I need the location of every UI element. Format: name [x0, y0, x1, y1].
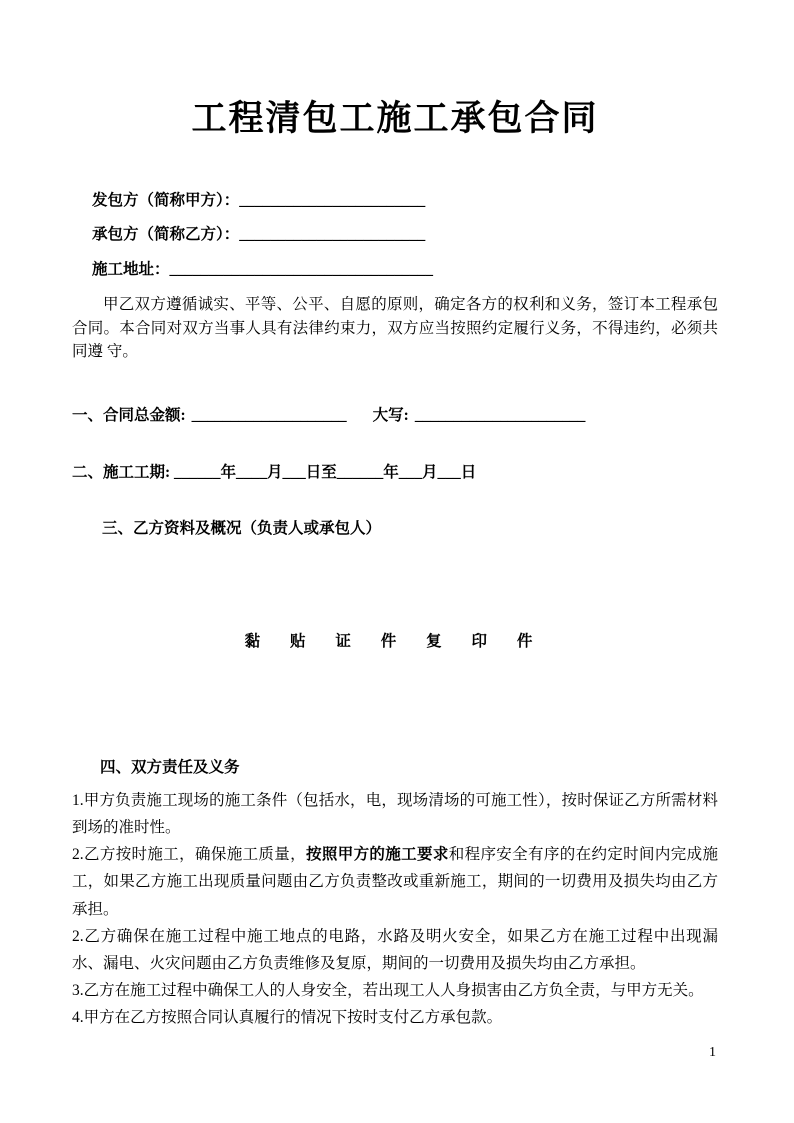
clauses-section — [72, 787, 718, 1031]
total-amount-blank-line: ____________________ — [191, 407, 347, 425]
clause-4 — [72, 977, 718, 1004]
intro-paragraph: 甲乙双方遵循诚实、平等、公平、自愿的原则，确定各方的权利和义务，签订本工程承包合同。本合同对双方当事人具有法律约束力，双方应当按照约定履行义务，不得违约，必须共同遵 守。 — [72, 296, 718, 360]
section-total-amount — [72, 405, 718, 427]
party-a-blank-line: ________________________ — [239, 192, 426, 209]
section-party-b-profile: 三、乙方资料及概况（负责人或承包人） — [102, 520, 382, 538]
clause-5 — [72, 1004, 718, 1031]
clause-5-text: 4.甲方在乙方按照合同认真履行的情况下按时支付乙方承包款。 — [72, 1009, 503, 1027]
clause-1-text: 1.甲方负责施工现场的施工条件（包括水，电，现场清场的可施工性），按时保证乙方所需材料到场的准时性。 — [72, 792, 718, 837]
clause-2-text-after: 和程序安全有序的在约定时间内完成施工，如果乙方施工出现质量问题由乙方负责整改或重新施工，期间的一切费用及损失均由乙方承担。 — [72, 846, 718, 918]
form-line-party-a — [72, 190, 718, 212]
clause-3-text: 2.乙方确保在施工过程中施工地点的电路，水路及明火安全，如果乙方在施工过程中出现漏水、漏电、火灾问题由乙方负责维修及复原，期间的一切费用及损失均由乙方承担。 — [72, 927, 718, 972]
paste-id-copy-area-label: 黏 贴 证 件 复 印 件 — [244, 632, 546, 650]
clause-4-text: 3.乙方在施工过程中确保工人的人身安全，若出现工人人身损害由乙方负全责，与甲方无关。 — [72, 981, 704, 999]
clause-2 — [72, 841, 718, 922]
party-b-blank-line: ________________________ — [239, 226, 426, 244]
total-amount-label: 一、合同总金额: — [72, 407, 186, 425]
clause-1 — [72, 787, 718, 841]
form-line-party-b — [72, 224, 718, 246]
party-a-label: 发包方（简称甲方）： — [92, 192, 240, 209]
amount-in-words-label: 大写: — [372, 407, 409, 425]
party-b-label: 承包方（简称乙方）： — [92, 226, 240, 244]
construction-address-blank-line: __________________________________ — [169, 260, 434, 278]
amount-in-words-blank-line: ______________________ — [414, 407, 586, 425]
document-title: 工程清包工施工承包合同 — [191, 99, 599, 138]
section-responsibilities-heading: 四、双方责任及义务 — [100, 758, 240, 776]
clause-3 — [72, 923, 718, 977]
clause-2-bold-text: 按照甲方的施工要求 — [306, 846, 449, 864]
clause-2-text: 2.乙方按时施工，确保施工质量， — [72, 846, 306, 864]
construction-address-label: 施工地址： — [92, 260, 170, 278]
page-number: 1 — [709, 1045, 716, 1060]
form-line-address — [72, 259, 718, 281]
section-construction-period: 二、施工工期: ______年____月___日至______年___月___日 — [72, 463, 477, 481]
